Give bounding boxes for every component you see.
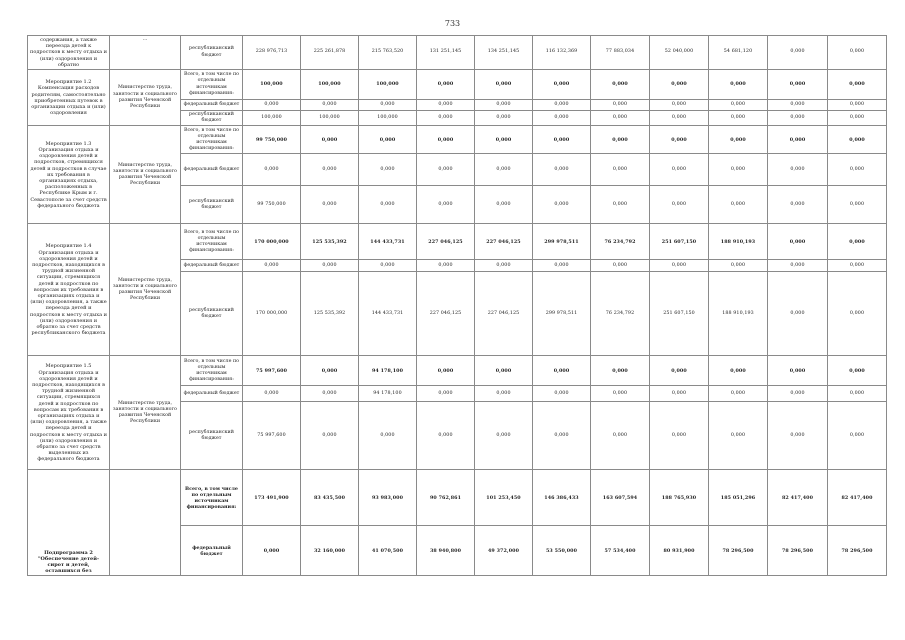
amount-cell: 0,000 — [768, 70, 828, 100]
funding-source-cell: республиканский бюджет — [181, 272, 243, 356]
amount-cell: 131 251,145 — [417, 36, 475, 70]
amount-cell: 0,000 — [650, 260, 709, 272]
amount-cell: 0,000 — [533, 356, 591, 386]
amount-cell: 0,000 — [359, 402, 417, 470]
amount-cell: 146 386,433 — [533, 470, 591, 526]
amount-cell: 215 763,520 — [359, 36, 417, 70]
amount-cell: 0,000 — [533, 402, 591, 470]
amount-cell: 52 040,000 — [650, 36, 709, 70]
funding-source-cell: федеральный бюджет — [181, 386, 243, 402]
amount-cell: 0,000 — [475, 154, 533, 186]
table-row — [28, 356, 887, 386]
amount-cell: 0,000 — [359, 126, 417, 154]
amount-cell: 0,000 — [650, 154, 709, 186]
amount-cell: 100,000 — [359, 111, 417, 126]
amount-cell: 0,000 — [709, 154, 768, 186]
amount-cell: 0,000 — [650, 70, 709, 100]
amount-cell: 82 417,400 — [828, 470, 887, 526]
funding-source-cell: федеральный бюджет — [181, 526, 243, 576]
amount-cell: 0,000 — [828, 126, 887, 154]
measure-name-cell: Мероприятие 1.5 Организация отдыха и оздоровления детей и подростков, находящихся в трудной жизненной ситуации, стремящихся детей и подростков по вопросам их требования в организациях отдыха и (или) оздоровления, а также переезда детей и подростков к месту отдыха и (или) оздоровления и обратно за счет средств выделенных из федерального бюджета — [28, 356, 110, 470]
amount-cell: 0,000 — [650, 386, 709, 402]
amount-cell: 0,000 — [709, 386, 768, 402]
amount-cell: 0,000 — [475, 100, 533, 111]
amount-cell: 78 296,500 — [828, 526, 887, 576]
amount-cell: 0,000 — [243, 526, 301, 576]
amount-cell: 0,000 — [768, 36, 828, 70]
amount-cell: 0,000 — [828, 100, 887, 111]
amount-cell: 0,000 — [591, 386, 650, 402]
amount-cell: 0,000 — [243, 260, 301, 272]
amount-cell: 0,000 — [828, 224, 887, 260]
amount-cell: 0,000 — [828, 70, 887, 100]
measure-name-cell: Мероприятие 1.3 Организация отдыха и оздоровления детей и подростков, стремящихся детей и подростков в случае их требования в организациях отдыха, расположенных в Республике Крым и г. Севастополе за счет средств федерального бюджета — [28, 126, 110, 224]
amount-cell: 0,000 — [768, 260, 828, 272]
amount-cell: 0,000 — [650, 356, 709, 386]
amount-cell: 0,000 — [533, 154, 591, 186]
amount-cell: 0,000 — [828, 111, 887, 126]
amount-cell: 0,000 — [591, 154, 650, 186]
executor-cell: ... — [110, 36, 181, 70]
amount-cell: 0,000 — [533, 111, 591, 126]
table-row — [28, 224, 887, 260]
amount-cell: 0,000 — [301, 260, 359, 272]
funding-source-cell: федеральный бюджет — [181, 260, 243, 272]
amount-cell: 0,000 — [243, 154, 301, 186]
amount-cell: 0,000 — [359, 100, 417, 111]
amount-cell: 0,000 — [475, 386, 533, 402]
amount-cell: 0,000 — [591, 402, 650, 470]
amount-cell: 76 234,792 — [591, 224, 650, 260]
executor-cell: Министерство труда, занятости и социального развития Чеченской Республики — [110, 224, 181, 356]
funding-source-cell: федеральный бюджет — [181, 154, 243, 186]
amount-cell: 0,000 — [828, 356, 887, 386]
amount-cell: 0,000 — [709, 260, 768, 272]
amount-cell: 0,000 — [709, 402, 768, 470]
budget-table-body — [28, 36, 887, 576]
amount-cell: 251 607,150 — [650, 272, 709, 356]
amount-cell: 0,000 — [301, 100, 359, 111]
amount-cell: 0,000 — [417, 186, 475, 224]
amount-cell: 0,000 — [533, 386, 591, 402]
amount-cell: 0,000 — [650, 402, 709, 470]
table-row — [28, 470, 887, 526]
funding-source-cell: Всего, в том числе по отдельным источникам финансирования: — [181, 356, 243, 386]
amount-cell: 100,000 — [301, 70, 359, 100]
amount-cell: 299 978,511 — [533, 224, 591, 260]
amount-cell: 227 046,125 — [475, 272, 533, 356]
amount-cell: 0,000 — [591, 111, 650, 126]
amount-cell: 0,000 — [243, 386, 301, 402]
funding-source-cell: федеральный бюджет — [181, 100, 243, 111]
amount-cell: 227 046,125 — [417, 272, 475, 356]
amount-cell: 0,000 — [768, 154, 828, 186]
budget-table — [27, 35, 887, 576]
funding-source-cell: Всего, в том числе по отдельным источникам финансирования: — [181, 126, 243, 154]
page-number: 733 — [444, 19, 461, 28]
amount-cell: 53 550,000 — [533, 526, 591, 576]
funding-source-cell: республиканский бюджет — [181, 402, 243, 470]
amount-cell: 134 251,145 — [475, 36, 533, 70]
amount-cell: 144 433,731 — [359, 224, 417, 260]
amount-cell: 0,000 — [417, 154, 475, 186]
amount-cell: 0,000 — [768, 272, 828, 356]
executor-cell — [110, 470, 181, 576]
amount-cell: 100,000 — [243, 70, 301, 100]
amount-cell: 0,000 — [417, 402, 475, 470]
amount-cell: 78 296,500 — [709, 526, 768, 576]
amount-cell: 0,000 — [359, 154, 417, 186]
amount-cell: 0,000 — [828, 272, 887, 356]
amount-cell: 0,000 — [828, 260, 887, 272]
amount-cell: 188 910,193 — [709, 272, 768, 356]
amount-cell: 0,000 — [709, 126, 768, 154]
amount-cell: 227 046,125 — [417, 224, 475, 260]
amount-cell: 0,000 — [359, 260, 417, 272]
amount-cell: 0,000 — [828, 402, 887, 470]
amount-cell: 0,000 — [475, 126, 533, 154]
amount-cell: 90 762,861 — [417, 470, 475, 526]
amount-cell: 49 372,000 — [475, 526, 533, 576]
amount-cell: 163 607,594 — [591, 470, 650, 526]
amount-cell: 0,000 — [828, 186, 887, 224]
amount-cell: 54 681,120 — [709, 36, 768, 70]
funding-source-cell: Всего, в том числе по отдельным источникам финансирования: — [181, 224, 243, 260]
amount-cell: 0,000 — [301, 386, 359, 402]
amount-cell: 75 997,600 — [243, 402, 301, 470]
amount-cell: 125 535,392 — [301, 272, 359, 356]
amount-cell: 80 931,900 — [650, 526, 709, 576]
amount-cell: 78 296,500 — [768, 526, 828, 576]
amount-cell: 100,000 — [359, 70, 417, 100]
table-row — [28, 70, 887, 100]
amount-cell: 82 417,400 — [768, 470, 828, 526]
amount-cell: 116 132,369 — [533, 36, 591, 70]
funding-source-cell: республиканский бюджет — [181, 111, 243, 126]
amount-cell: 251 607,150 — [650, 224, 709, 260]
amount-cell: 0,000 — [301, 126, 359, 154]
amount-cell: 93 983,000 — [359, 470, 417, 526]
amount-cell: 0,000 — [709, 111, 768, 126]
amount-cell: 77 883,034 — [591, 36, 650, 70]
amount-cell: 0,000 — [828, 154, 887, 186]
amount-cell: 41 070,500 — [359, 526, 417, 576]
amount-cell: 0,000 — [768, 356, 828, 386]
amount-cell: 0,000 — [650, 100, 709, 111]
measure-name-cell: Подпрограмма 2 "Обеспечение детей-сирот и детей, оставшихся без — [28, 470, 110, 576]
amount-cell: 0,000 — [475, 402, 533, 470]
amount-cell: 76 234,792 — [591, 272, 650, 356]
amount-cell: 94 178,100 — [359, 386, 417, 402]
amount-cell: 0,000 — [417, 111, 475, 126]
funding-source-cell: республиканский бюджет — [181, 186, 243, 224]
measure-name-cell: содержания, а также переезда детей к подростков к месту отдыха и (или) оздоровления и обратно — [28, 36, 110, 70]
measure-name-cell: Мероприятие 1.4 Организация отдыха и оздоровления детей и подростков, находящихся в трудной жизненной ситуации, стремящихся детей и подростков по вопросам их требования в организациях отдыха и (или) оздоровления, а также переезда детей и подростков к месту отдыха и (или) оздоровления и обратно за счет средств республиканского бюджета — [28, 224, 110, 356]
amount-cell: 228 976,713 — [243, 36, 301, 70]
amount-cell: 99 750,000 — [243, 186, 301, 224]
amount-cell: 0,000 — [768, 126, 828, 154]
funding-source-cell: Всего, в том числе по отдельным источникам финансирования: — [181, 470, 243, 526]
amount-cell: 0,000 — [709, 186, 768, 224]
amount-cell: 0,000 — [475, 356, 533, 386]
table-row — [28, 126, 887, 154]
amount-cell: 173 491,900 — [243, 470, 301, 526]
amount-cell: 170 000,000 — [243, 224, 301, 260]
amount-cell: 125 535,392 — [301, 224, 359, 260]
amount-cell: 0,000 — [591, 70, 650, 100]
amount-cell: 0,000 — [650, 111, 709, 126]
amount-cell: 99 750,000 — [243, 126, 301, 154]
amount-cell: 0,000 — [475, 186, 533, 224]
amount-cell: 0,000 — [475, 260, 533, 272]
amount-cell: 0,000 — [768, 402, 828, 470]
amount-cell: 0,000 — [417, 260, 475, 272]
executor-cell: Министерство труда, занятости и социального развития Чеченской Республики — [110, 70, 181, 126]
amount-cell: 0,000 — [475, 111, 533, 126]
amount-cell: 100,000 — [243, 111, 301, 126]
amount-cell: 0,000 — [475, 70, 533, 100]
amount-cell: 57 534,400 — [591, 526, 650, 576]
amount-cell: 0,000 — [591, 260, 650, 272]
amount-cell: 0,000 — [301, 154, 359, 186]
budget-table-container — [27, 35, 887, 635]
amount-cell: 0,000 — [533, 70, 591, 100]
funding-source-cell: республиканский бюджет — [181, 36, 243, 70]
executor-cell: Министерство труда, занятости и социального развития Чеченской Республики — [110, 356, 181, 470]
amount-cell: 0,000 — [533, 100, 591, 111]
amount-cell: 0,000 — [301, 186, 359, 224]
amount-cell: 0,000 — [417, 386, 475, 402]
amount-cell: 83 435,500 — [301, 470, 359, 526]
amount-cell: 0,000 — [417, 126, 475, 154]
amount-cell: 101 253,450 — [475, 470, 533, 526]
amount-cell: 100,000 — [301, 111, 359, 126]
amount-cell: 185 051,296 — [709, 470, 768, 526]
amount-cell: 227 046,125 — [475, 224, 533, 260]
amount-cell: 75 997,600 — [243, 356, 301, 386]
amount-cell: 0,000 — [533, 186, 591, 224]
amount-cell: 0,000 — [591, 126, 650, 154]
funding-source-cell: Всего, в том числе по отдельным источникам финансирования: — [181, 70, 243, 100]
amount-cell: 0,000 — [650, 186, 709, 224]
amount-cell: 225 261,878 — [301, 36, 359, 70]
amount-cell: 299 978,511 — [533, 272, 591, 356]
amount-cell: 0,000 — [768, 100, 828, 111]
amount-cell: 0,000 — [301, 356, 359, 386]
amount-cell: 0,000 — [768, 186, 828, 224]
amount-cell: 0,000 — [417, 70, 475, 100]
table-row — [28, 36, 887, 70]
amount-cell: 0,000 — [417, 100, 475, 111]
amount-cell: 0,000 — [768, 224, 828, 260]
amount-cell: 170 000,000 — [243, 272, 301, 356]
amount-cell: 38 940,800 — [417, 526, 475, 576]
amount-cell: 0,000 — [768, 386, 828, 402]
amount-cell: 144 433,731 — [359, 272, 417, 356]
amount-cell: 0,000 — [359, 186, 417, 224]
amount-cell: 0,000 — [533, 126, 591, 154]
amount-cell: 0,000 — [417, 356, 475, 386]
amount-cell: 0,000 — [828, 36, 887, 70]
amount-cell: 94 178,100 — [359, 356, 417, 386]
amount-cell: 0,000 — [243, 100, 301, 111]
executor-cell: Министерство труда, занятости и социального развития Чеченской Республики — [110, 126, 181, 224]
amount-cell: 0,000 — [591, 356, 650, 386]
amount-cell: 188 910,193 — [709, 224, 768, 260]
measure-name-cell: Мероприятие 1.2 Компенсация расходов родителям, самостоятельно приобретенных путевок в организации отдыха и (или) оздоровления — [28, 70, 110, 126]
amount-cell: 0,000 — [591, 186, 650, 224]
amount-cell: 0,000 — [650, 126, 709, 154]
amount-cell: 0,000 — [828, 386, 887, 402]
amount-cell: 0,000 — [533, 260, 591, 272]
amount-cell: 0,000 — [768, 111, 828, 126]
amount-cell: 0,000 — [709, 356, 768, 386]
amount-cell: 0,000 — [709, 70, 768, 100]
amount-cell: 188 765,930 — [650, 470, 709, 526]
amount-cell: 0,000 — [591, 100, 650, 111]
amount-cell: 0,000 — [709, 100, 768, 111]
amount-cell: 32 160,000 — [301, 526, 359, 576]
amount-cell: 0,000 — [301, 402, 359, 470]
